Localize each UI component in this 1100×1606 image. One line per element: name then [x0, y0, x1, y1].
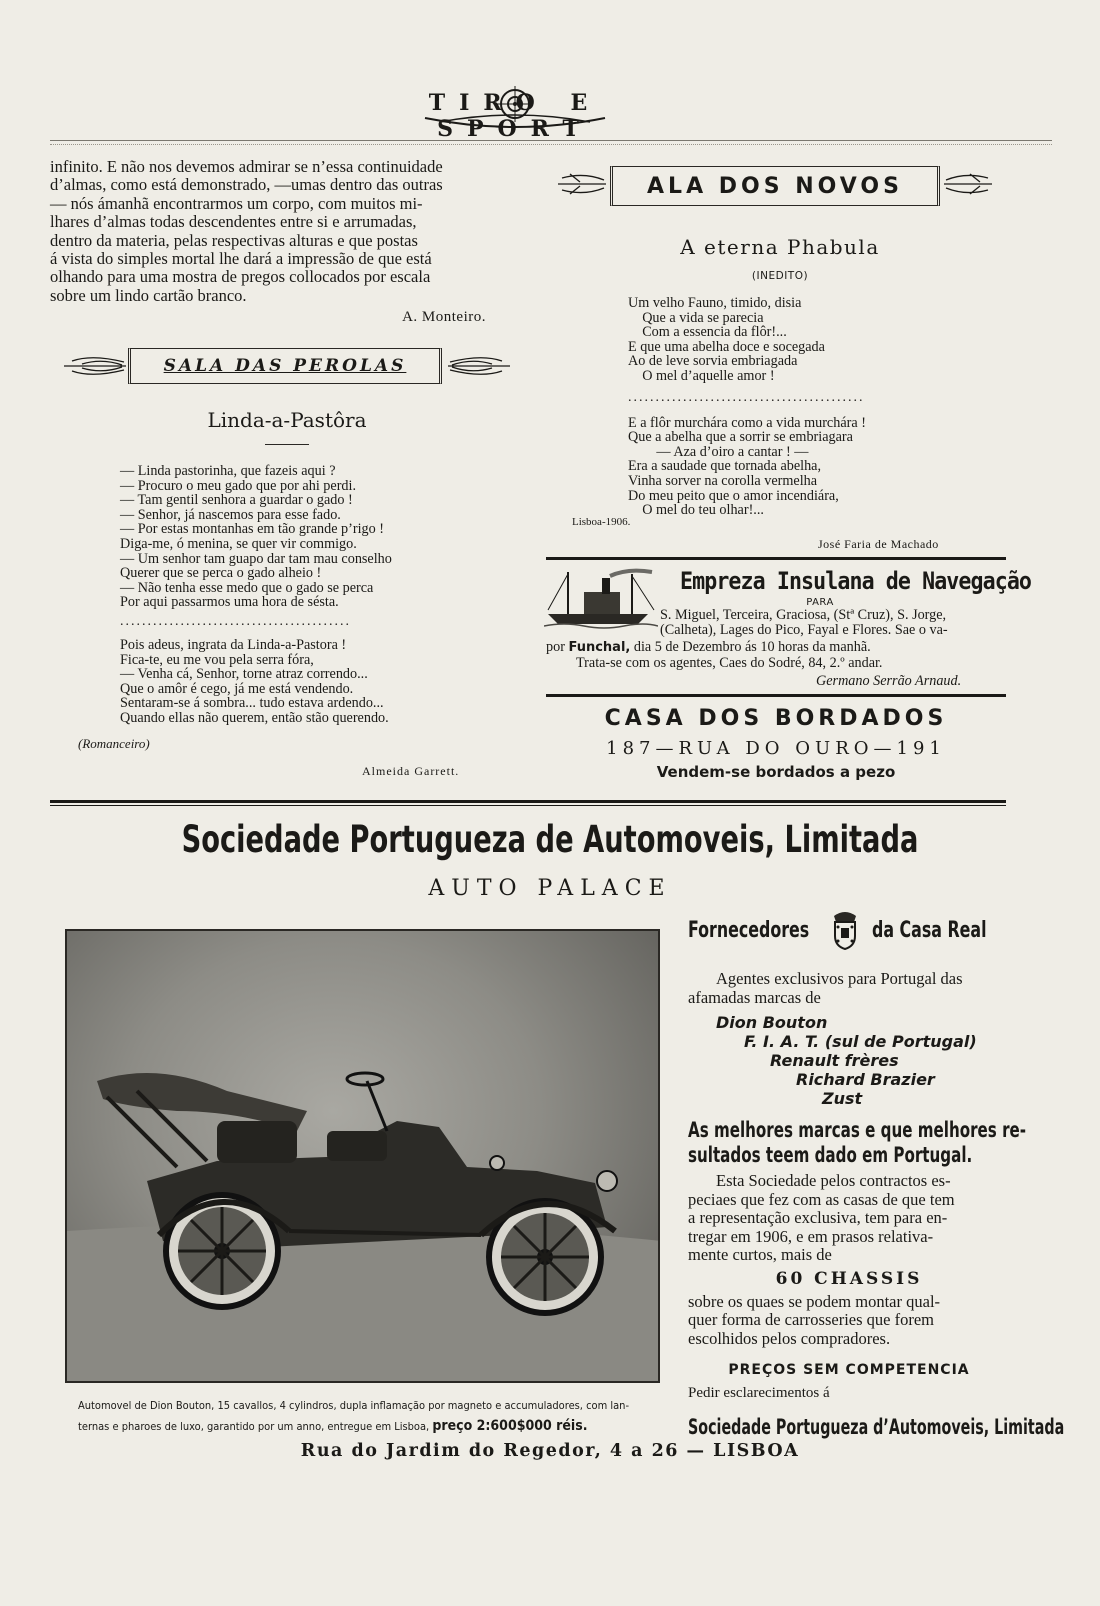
- poem-author: José Faria de Machado: [818, 537, 939, 551]
- masthead-logo: [420, 78, 610, 142]
- verse-line: Com a essencia da flôr!...: [628, 324, 787, 341]
- advert-address: Rua do Jardim do Regedor, 4 a 26 — LISBOA: [300, 1441, 800, 1461]
- linda-poem: [62, 408, 512, 445]
- steamship-icon: [544, 566, 658, 630]
- left-flourish-icon: [62, 352, 128, 380]
- empreza-title: Empreza Insulana de Navegação: [680, 567, 1032, 595]
- ala-dos-novos-banner: [556, 166, 994, 202]
- intro-line: olhando para uma mostra de pregos collocados por escala: [50, 267, 431, 287]
- verse-line: Que o amôr é cego, já me está vendendo.: [120, 680, 354, 697]
- pedir-line: Pedir esclarecimentos á: [688, 1385, 830, 1401]
- verse-line: Por aqui passarmos uma hora de sésta.: [120, 594, 339, 611]
- empreza-signature: Germano Serrão Arnaud.: [816, 673, 962, 689]
- left-column: [50, 158, 512, 326]
- verse-line: — Não tenha esse medo que o gado se perca: [120, 579, 374, 596]
- verse-line: Vinha sorver na corolla vermelha: [628, 472, 818, 489]
- agentes-line: Agentes exclusivos para Portugal das: [716, 969, 963, 988]
- verse-line: — Procuro o meu gado que por ahi perdi.: [120, 477, 357, 494]
- precos-line: PREÇOS SEM COMPETENCIA: [728, 1362, 970, 1378]
- brand-item: Dion Bouton: [716, 1013, 828, 1032]
- body-line: tregar em 1906, e em prasos relativa-: [688, 1226, 934, 1246]
- empreza-line: S. Miguel, Terceira, Graciosa, (Stª Cruz), S. Jorge,: [660, 607, 947, 623]
- fornecedores-left: Fornecedores: [688, 918, 810, 943]
- agentes-line: afamadas marcas de: [688, 987, 821, 1007]
- ala-banner-title: ALA DOS NOVOS: [647, 173, 903, 199]
- verse-line: Querer que se perca o gado alheio !: [120, 565, 322, 582]
- empreza-date: dia 5 de Dezembro ás 10 horas da manhã.: [633, 639, 871, 655]
- verse-line: Um velho Fauno, timido, disia: [628, 295, 802, 311]
- verse-line: Ao de leve sorvia embriagada: [628, 353, 798, 370]
- photo-caption: [78, 1395, 672, 1437]
- brand-item: Zust: [822, 1089, 863, 1108]
- place-date: Lisboa-1906.: [572, 516, 631, 528]
- right-flourish-icon: [942, 170, 994, 198]
- poem-author: Almeida Garrett.: [362, 764, 460, 778]
- verse-line: O mel d’aquelle amor !: [628, 367, 775, 384]
- casa-subtitle: Vendem-se bordados a pezo: [656, 763, 896, 781]
- verse-line: Pois adeus, ingrata da Linda-a-Pastora !: [120, 636, 347, 653]
- linda-stanza-1: [120, 464, 510, 726]
- right-flourish-icon: [446, 352, 512, 380]
- verse-line: Era a saudade que tornada abelha,: [628, 458, 822, 475]
- verse-line: Que a vida se parecia: [628, 309, 764, 326]
- car-illustration: [67, 931, 660, 1383]
- advert-top-rule-thin: [50, 805, 1006, 806]
- empreza-line-4: Trata-se com os agentes, Caes do Sodré, 84, 2.º andar.: [576, 655, 883, 671]
- body-line: quer forma de carrosseries que forem: [688, 1310, 935, 1329]
- verse-line: — Um senhor tam guapo dar tam mau conselho: [120, 550, 392, 567]
- fornecedores-right: da Casa Real: [872, 918, 987, 943]
- best-line: As melhores marcas e que melhores re-: [688, 1118, 1027, 1142]
- empreza-para: PARA: [806, 597, 834, 608]
- header-rule-dotted: [50, 144, 1052, 145]
- royal-arms-icon: [828, 908, 862, 950]
- sociedade-body-2: [688, 1293, 1010, 1349]
- best-brands: [688, 1118, 1027, 1168]
- verse-line: Diga-me, ó menina, se quer vir commigo.: [120, 535, 357, 552]
- verse-line: — Linda pastorinha, que fazeis aqui ?: [120, 463, 336, 479]
- fornecedores-row: [688, 908, 1010, 952]
- poem-title: Linda-a-Pastôra: [207, 408, 367, 432]
- body-line: a representação exclusiva, tem para en-: [688, 1208, 948, 1227]
- header-rule: [50, 140, 1052, 141]
- caption-line-2: [78, 1416, 672, 1437]
- divider-rule: [546, 694, 1006, 697]
- automobile-photo: [65, 929, 660, 1383]
- empreza-por: por: [546, 639, 565, 655]
- verse-line: Quando ellas não querem, então stão querendo.: [120, 709, 389, 726]
- verse-line: Fica-te, eu me vou pela serra fóra,: [120, 651, 314, 668]
- intro-signature: A. Monteiro.: [402, 309, 486, 326]
- verse-line: Que a abelha que a sorrir se embriagara: [628, 429, 853, 446]
- advert-text-column: [688, 908, 1065, 1439]
- separator-dots: ...........................................: [628, 389, 865, 405]
- verse-line: E a flôr murchára como a vida murchára !: [628, 414, 866, 431]
- advert-title: Sociedade Portugueza de Automoveis, Limitada: [181, 818, 919, 861]
- caption-line: Automovel de Dion Bouton, 15 cavallos, 4 cylindros, dupla inflamação por magneto e accumuladores, com lan-: [78, 1399, 630, 1412]
- caption-text: ternas e pharoes de luxo, garantido por um anno, entregue em Lisboa,: [78, 1420, 430, 1433]
- verse-line: — Aza d’oiro a cantar ! —: [628, 443, 809, 460]
- intro-line: á vista do simples mortal lhe dará a impressão de que está: [50, 249, 432, 269]
- casa-title: CASA DOS BORDADOS: [604, 706, 948, 731]
- divider-rule: [546, 557, 1006, 560]
- verse-line: — Por estas montanhas em tão grande p’rigo !: [120, 521, 384, 538]
- brand-item: Renault frères: [770, 1051, 899, 1070]
- masthead-title: TIRO E SPORT: [428, 90, 602, 142]
- verse-line: Sentaram-se á sombra... tudo estava ardendo...: [120, 695, 384, 712]
- body-line: peciaes que fez com as casas de que tem: [688, 1189, 955, 1209]
- sala-banner-title: SALA DAS PEROLAS: [163, 356, 407, 376]
- empreza-line-3: [546, 640, 1016, 655]
- inedito-note: (INEDITO): [751, 270, 809, 282]
- empreza-line: (Calheta), Lages do Pico, Fayal e Flores. Sae o va-: [660, 622, 948, 639]
- body-line: escolhidos pelos compradores.: [688, 1328, 891, 1348]
- empreza-body: [660, 608, 1010, 639]
- left-flourish-icon: [556, 170, 608, 198]
- title-rule: [265, 444, 309, 445]
- intro-line: d’almas, como está demonstrado, —umas dentro das outras: [50, 175, 443, 195]
- verse-line: O mel do teu olhar!...: [628, 502, 764, 519]
- ala-banner-box: [610, 166, 940, 206]
- intro-line: infinito. E não nos devemos admirar se n’essa continuidade: [50, 157, 443, 176]
- body-line: sobre os quaes se podem montar qual-: [688, 1291, 941, 1311]
- company-signature: Sociedade Portugueza d’Automoveis, Limitada: [688, 1414, 1065, 1439]
- separator-dots: ..........................................: [120, 613, 351, 629]
- verse-line: E que uma abelha doce e socegada: [628, 338, 825, 355]
- brands-list: [688, 1013, 1010, 1108]
- body-line: Esta Sociedade pelos contractos es-: [716, 1171, 951, 1190]
- intro-line: lhares d’almas todas descendentes entre si e arrumadas,: [50, 212, 417, 232]
- intro-line: dentro da materia, pelas respectivas alturas e que postas: [50, 230, 418, 250]
- intro-line: sobre um lindo cartão branco.: [50, 285, 247, 305]
- sala-banner-box: [128, 348, 442, 384]
- brand-item: Richard Brazier: [796, 1070, 935, 1089]
- verse-line: — Venha cá, Senhor, torne atraz correndo...: [120, 666, 368, 683]
- chassis-count: 60 CHASSIS: [775, 1268, 923, 1289]
- poem-source: (Romanceiro): [78, 736, 150, 751]
- sala-das-perolas-banner: [62, 348, 512, 384]
- empreza-funchal: Funchal,: [568, 640, 631, 655]
- verse-line: — Senhor, já nascemos para esse fado.: [120, 506, 341, 523]
- best-line: sultados teem dado em Portugal.: [688, 1143, 973, 1167]
- verse-line: Do meu peito que o amor incendiára,: [628, 487, 839, 504]
- intro-paragraph: [50, 158, 512, 305]
- eterna-title: A eterna Phabula: [680, 235, 880, 259]
- caption-price: preço 2:600$000 réis.: [432, 1418, 588, 1434]
- brand-item: F. I. A. T. (sul de Portugal): [744, 1032, 977, 1051]
- sociedade-body: [688, 1172, 1010, 1265]
- intro-line: — nós ámanhã encontrarmos um corpo, com muitos mi-: [50, 193, 423, 213]
- eterna-poem: [628, 296, 1008, 518]
- body-line: mente curtos, mais de: [688, 1245, 832, 1264]
- advert-subtitle: AUTO PALACE: [428, 876, 672, 901]
- advert-top-rule: [50, 800, 1006, 803]
- casa-address: 187—RUA DO OURO—191: [606, 738, 946, 759]
- verse-line: — Tam gentil senhora a guardar o gado !: [120, 492, 353, 509]
